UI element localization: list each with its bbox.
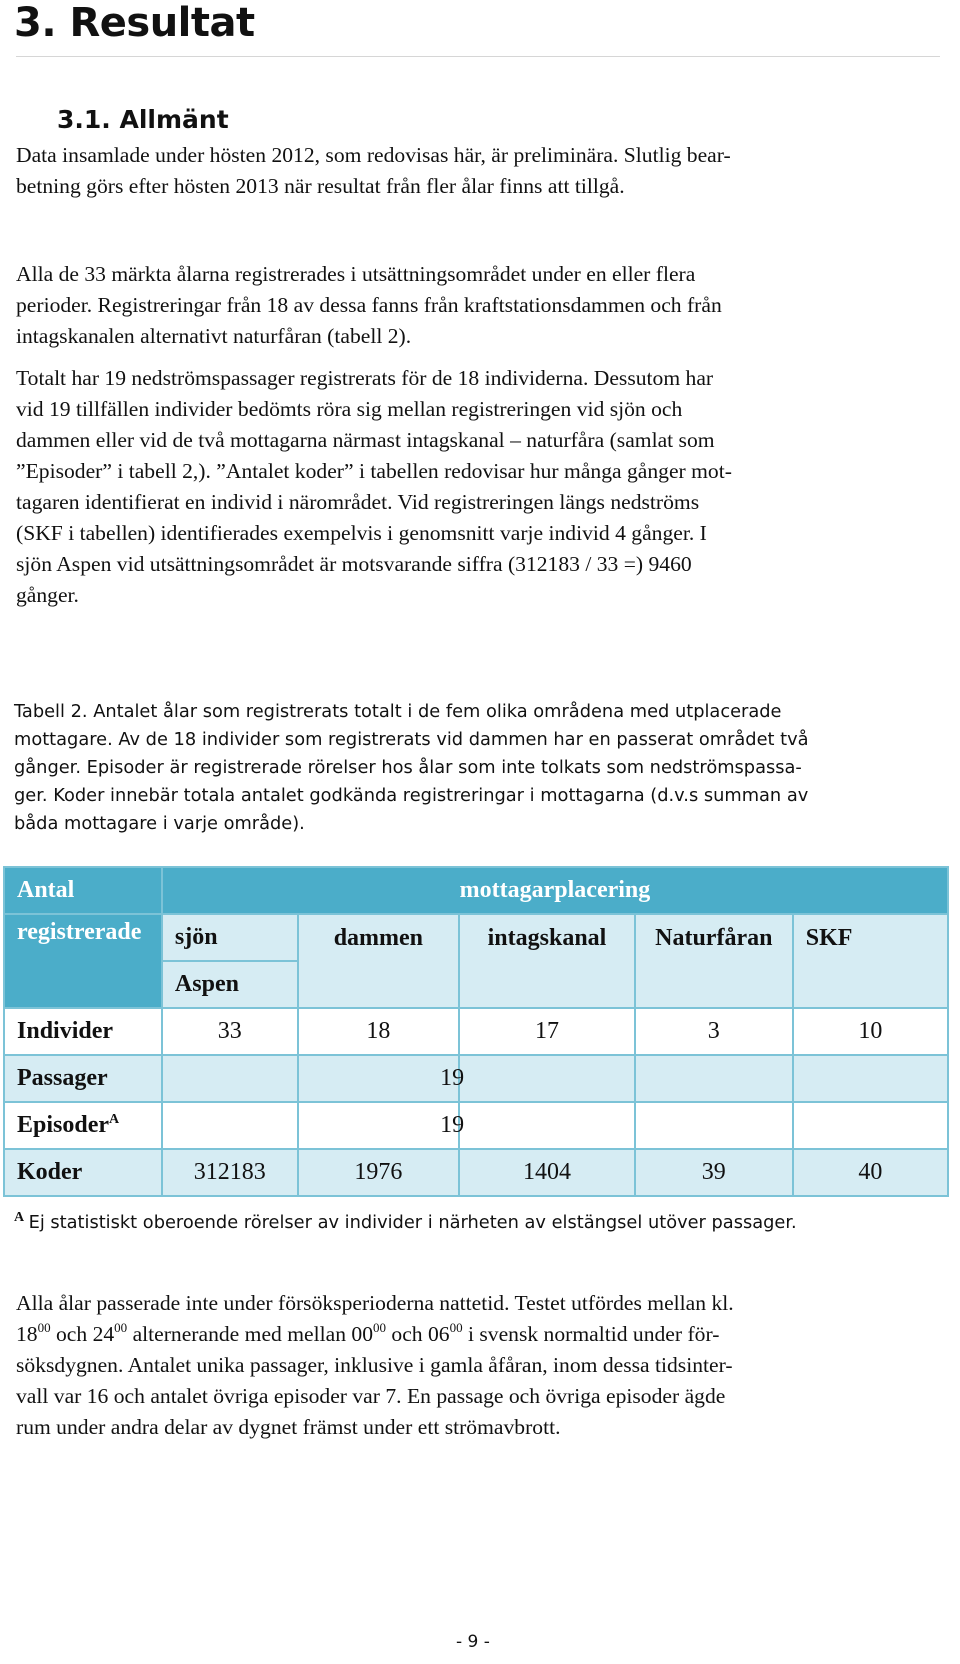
column-header-dammen: [298, 914, 460, 1008]
text-line: Totalt har 19 nedströmspassager registrerats för de 18 individerna. Dessutom har: [16, 366, 714, 390]
column-header-label: dammen: [333, 924, 424, 951]
text-line: vid 19 tillfällen individer bedömts röra sig mellan registreringen vid sjön och: [16, 397, 683, 421]
text-fragment: och 24: [50, 1322, 115, 1346]
caption-line: båda mottagare i varje område).: [14, 813, 305, 834]
table-cell: 40: [793, 1149, 948, 1196]
table-cell: [440, 1102, 635, 1149]
text-line: ”Episoder” i tabell 2,). ”Antalet koder” i tabellen redovisar hur många gånger mot-: [16, 459, 732, 483]
table-row: [4, 1008, 948, 1055]
table-group-header: mottagarplacering: [162, 867, 948, 914]
table-cell: 1404: [459, 1149, 635, 1196]
episoder-value: 19: [440, 1112, 465, 1138]
table-cell: [162, 1102, 298, 1149]
caption-line: gånger. Episoder är registrerade rörelser hos ålar som inte tolkats som nedströmspassa-: [14, 757, 802, 778]
text-line: sjön Aspen vid utsättningsområdet är motsvarande siffra (312183 / 33 =) 9460: [16, 552, 692, 576]
row-label-episoder: [4, 1102, 162, 1149]
row-label-individer: Individer: [4, 1008, 162, 1055]
footnote-marker: A: [14, 1210, 25, 1225]
paragraph-intro: [16, 140, 731, 202]
page-heading: 3. Resultat: [14, 0, 255, 46]
paragraph-registrations: [16, 259, 722, 352]
table-cell: [635, 1055, 793, 1102]
table-cell: 1976: [298, 1149, 460, 1196]
table-footnote: [14, 1210, 797, 1233]
text-line: [16, 1319, 734, 1350]
superscript: 00: [114, 1320, 128, 1335]
text-line: gånger.: [16, 583, 79, 607]
column-header-label: SKF: [805, 924, 853, 951]
data-table: [3, 866, 949, 1197]
column-header-sjon: sjön: [162, 914, 298, 961]
table-row: [4, 1055, 948, 1102]
column-header-intagskanal: [459, 914, 635, 1008]
text-line: intagskanalen alternativt naturfåran (tabell 2).: [16, 324, 412, 348]
table-cell: 39: [635, 1149, 793, 1196]
superscript: 00: [37, 1320, 51, 1335]
table-cell: 3: [635, 1008, 793, 1055]
footnote-marker: A: [109, 1112, 120, 1127]
text-fragment: och 06: [386, 1322, 450, 1346]
table-cell: [298, 1055, 460, 1102]
table-corner-bottom: registrerade: [4, 914, 162, 1008]
text-line: Alla de 33 märkta ålarna registrerades i utsättningsområdet under en eller flera: [16, 262, 696, 286]
caption-line: Tabell 2. Antalet ålar som registrerats totalt i de fem olika områdena med utplacerade: [14, 701, 782, 722]
table-caption: [14, 698, 809, 838]
paragraph-passages: [16, 363, 732, 611]
table-row: [4, 1149, 948, 1196]
table-cell: 312183: [162, 1149, 298, 1196]
text-fragment: 18: [16, 1322, 38, 1346]
heading-rule: [16, 56, 940, 57]
table-cell: [298, 1102, 460, 1149]
text-fragment: alternerande med mellan 00: [127, 1322, 373, 1346]
table-row: [4, 1102, 948, 1149]
row-label-koder: Koder: [4, 1149, 162, 1196]
passager-value: 19: [440, 1065, 465, 1091]
text-line: rum under andra delar av dygnet främst under ett strömavbrott.: [16, 1415, 561, 1439]
column-header-label: intagskanal: [487, 924, 607, 951]
paragraph-night-test: [16, 1288, 734, 1443]
text-line: (SKF i tabellen) identifierades exempelvis i genomsnitt varje individ 4 gånger. I: [16, 521, 707, 545]
text-line: Alla ålar passerade inte under försöksperioderna nattetid. Testet utfördes mellan kl.: [16, 1291, 734, 1315]
footnote-text: Ej statistiskt oberoende rörelser av individer i närheten av elstängsel utöver passager.: [28, 1211, 797, 1233]
text-line: Data insamlade under hösten 2012, som redovisas här, är preliminära. Slutlig bear-: [16, 143, 731, 167]
caption-line: ger. Koder innebär totala antalet godkända registreringar i mottagarna (d.v.s summan av: [14, 785, 809, 806]
table-cell: [793, 1055, 948, 1102]
table-cell: [635, 1102, 793, 1149]
column-header-aspen: Aspen: [162, 961, 298, 1008]
superscript: 00: [449, 1320, 463, 1335]
row-label-passager: Passager: [4, 1055, 162, 1102]
table-cell: 10: [793, 1008, 948, 1055]
column-header-label: Naturfåran: [655, 924, 773, 951]
table-cell: [793, 1102, 948, 1149]
page-number: - 9 -: [456, 1632, 490, 1652]
text-line: perioder. Registreringar från 18 av dessa fanns från kraftstationsdammen och från: [16, 293, 722, 317]
section-heading: 3.1. Allmänt: [57, 105, 229, 134]
table-cell: 33: [162, 1008, 298, 1055]
table-corner-top: Antal: [4, 867, 162, 914]
table-cell: [440, 1055, 635, 1102]
column-header-naturfaran: [635, 914, 793, 1008]
text-fragment: i svensk normaltid under för-: [462, 1322, 720, 1346]
superscript: 00: [373, 1320, 386, 1335]
table-cell: 18: [298, 1008, 460, 1055]
text-line: betning görs efter hösten 2013 när resultat från fler ålar finns att tillgå.: [16, 174, 625, 198]
text-line: vall var 16 och antalet övriga episoder var 7. En passage och övriga episoder ägde: [16, 1384, 726, 1408]
row-label-text: Episoder: [17, 1112, 110, 1138]
text-line: dammen eller vid de två mottagarna närmast intagskanal – naturfåra (samlat som: [16, 428, 715, 452]
text-line: tagaren identifierat en individ i närområdet. Vid registreringen längs nedströms: [16, 490, 700, 514]
table-cell: [162, 1055, 298, 1102]
table-cell: 17: [459, 1008, 635, 1055]
caption-line: mottagare. Av de 18 individer som registrerats vid dammen har en passerat området två: [14, 729, 809, 750]
text-line: söksdygnen. Antalet unika passager, inklusive i gamla åfåran, inom dessa tidsinter-: [16, 1353, 733, 1377]
column-header-skf: [793, 914, 948, 1008]
